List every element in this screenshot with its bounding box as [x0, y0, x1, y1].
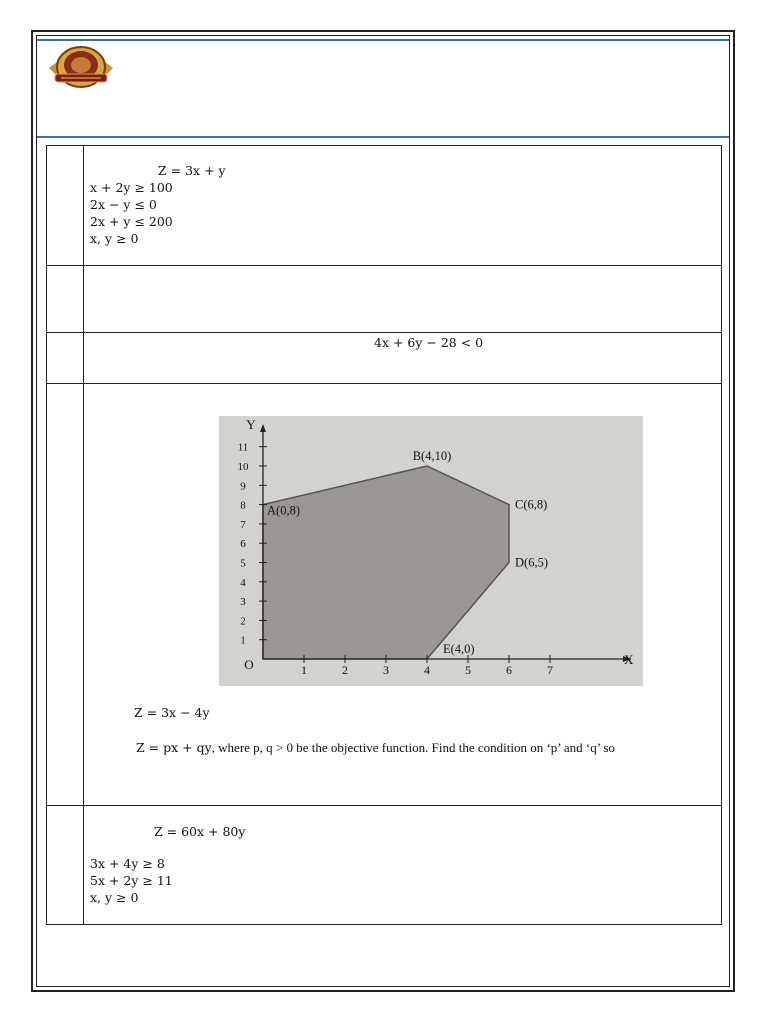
- header-bottom-rule: [37, 136, 729, 138]
- constraint-line: x, y ≥ 0: [90, 890, 139, 905]
- x-tick-label: 2: [342, 663, 348, 677]
- school-emblem-icon: [47, 44, 115, 90]
- y-tick-label: 10: [237, 461, 249, 473]
- question-row-3: [47, 333, 722, 384]
- y-tick-label: 5: [240, 557, 246, 570]
- question-number-cell: [47, 146, 84, 266]
- question-table: [46, 145, 722, 925]
- question-number-cell: [47, 266, 84, 333]
- x-tick-label: 1: [301, 663, 307, 677]
- y-axis-arrow: [260, 424, 266, 432]
- question-number-cell: [47, 806, 84, 925]
- x-tick-label: 6: [506, 663, 512, 677]
- y-tick-label: 4: [240, 576, 246, 589]
- x-axis-label: X: [624, 652, 634, 667]
- x-tick-label: 3: [383, 663, 389, 677]
- x-tick-label: 7: [547, 663, 553, 677]
- y-tick-label: 11: [237, 441, 249, 454]
- y-tick-label: 8: [240, 499, 246, 512]
- constraint-line: 3x + 4y ≥ 8: [90, 856, 165, 871]
- feasible-region: [263, 466, 509, 659]
- constraint-line: x + 2y ≥ 100: [90, 180, 173, 195]
- x-tick-label: 5: [465, 663, 471, 677]
- question-content-cell: [84, 333, 722, 384]
- vertex-label: E(4,0): [443, 642, 475, 656]
- objective-function-b: Z = px + qy: [136, 740, 212, 755]
- y-tick-label: 2: [240, 615, 246, 628]
- question-content-cell: [84, 146, 722, 266]
- graph-svg: [219, 416, 643, 686]
- question-number-cell: [47, 333, 84, 384]
- vertex-label: B(4,10): [412, 449, 452, 463]
- x-tick-label: 4: [424, 663, 430, 677]
- question-number-cell: [47, 384, 84, 806]
- constraint-line: 5x + 2y ≥ 11: [90, 873, 173, 888]
- constraint-line: 2x + y ≤ 200: [90, 214, 173, 229]
- y-tick-label: 9: [240, 480, 246, 493]
- objective-function: Z = 60x + 80y: [154, 824, 246, 839]
- feasible-region-graph: [219, 416, 643, 686]
- vertex-label: A(0,8): [267, 503, 300, 518]
- y-tick-label: 6: [240, 538, 246, 551]
- question-content-cell: [84, 384, 722, 806]
- objective-function-a: Z = 3x − 4y: [134, 705, 210, 720]
- y-axis-label: Y: [246, 417, 256, 432]
- constraint-line: x, y ≥ 0: [90, 231, 139, 246]
- inequality: 4x + 6y − 28 < 0: [374, 335, 484, 350]
- vertex-label: C(6,8): [515, 497, 548, 512]
- constraint-line: 2x − y ≤ 0: [90, 197, 157, 212]
- header-top-rule: [37, 39, 729, 41]
- y-tick-label: 1: [240, 634, 246, 647]
- question-content-cell: [84, 266, 722, 333]
- origin-label: O: [244, 657, 254, 672]
- objective-function-b-text: , where p, q > 0 be the objective function. Find the condition on ‘p’ and ‘q’ so: [211, 740, 615, 755]
- y-tick-label: 7: [240, 518, 246, 531]
- question-row-1: [47, 146, 722, 266]
- vertex-label: D(6,5): [515, 555, 548, 570]
- objective-function: Z = 3x + y: [158, 163, 226, 178]
- question-row-5: [47, 806, 722, 925]
- question-row-2: [47, 266, 722, 333]
- question-content-cell: [84, 806, 722, 925]
- y-tick-label: 3: [240, 596, 246, 609]
- question-row-4: [47, 384, 722, 806]
